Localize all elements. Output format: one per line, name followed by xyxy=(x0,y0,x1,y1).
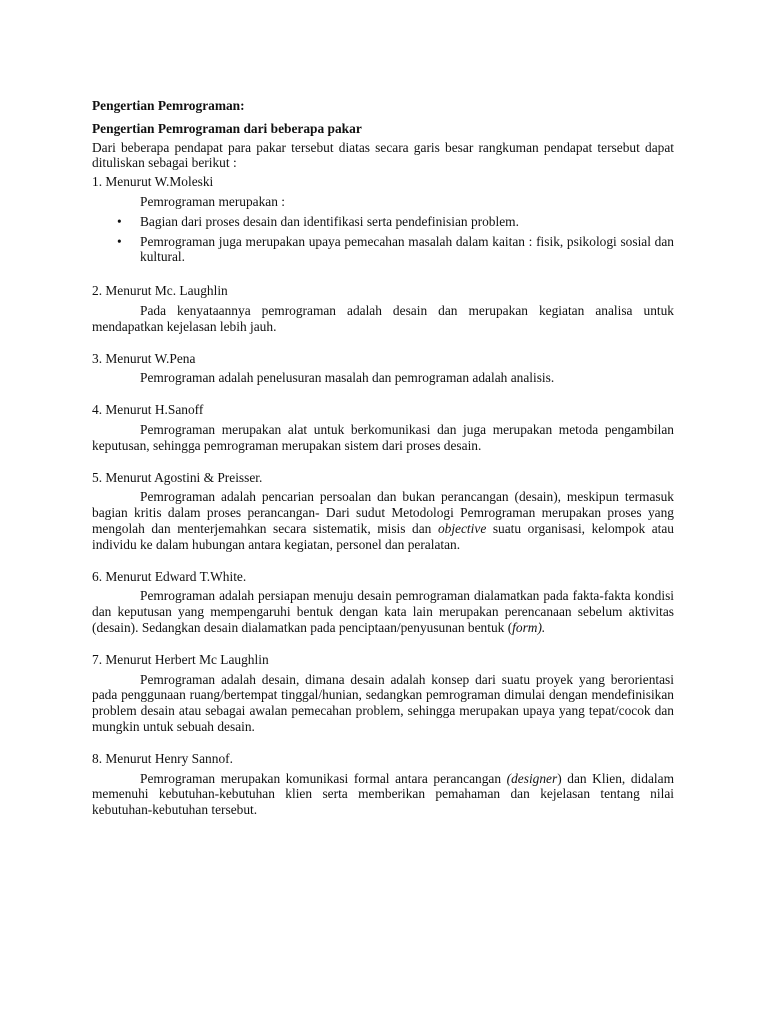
section-7-body: Pemrograman adalah desain, dimana desain adalah konsep dari suatu proyek yang berorientasi pada penggunaan ruang/bertempat tinggal/hunian, sedangkan pemrograman dimulai dengan mendefinisikan problem desain atau sebagai awalan pemecahan problem, sehingga merupakan upaya yang tepat/cocok dan mungkin untuk sebuah desain. xyxy=(92,671,674,734)
section-5-body xyxy=(92,489,674,552)
section-8-body-text: Pemrograman merupakan komunikasi formal antara perancangan xyxy=(140,770,507,786)
section-4-heading: 4. Menurut H.Sanoff xyxy=(92,402,204,418)
list-item-text: Pemrograman juga merupakan upaya pemecahan masalah dalam kaitan : fisik, psikologi sosial dan kultural. xyxy=(140,233,674,265)
section-4-body: Pemrograman merupakan alat untuk berkomunikasi dan juga merupakan metoda pengambilan keputusan, sehingga pemrograman merupakan sistem dari proses desain. xyxy=(92,421,674,453)
section-6-body-text: Pemrograman adalah persiapan menuju desain pemrograman dialamatkan pada fakta-fakta kondisi dan keputusan yang mempengaruhi bentuk dengan kata lain merupakan perencanaan sebelum aktivitas (desain). Sedangkan desain dialamatkan pada penciptaan/penyusunan bentuk ( xyxy=(92,588,674,635)
bullet-icon: • xyxy=(117,233,122,249)
section-1-heading: 1. Menurut W.Moleski xyxy=(92,174,214,190)
section-5-body-text-end: suatu organisasi, kelompok atau individu ke dalam hubungan antara kegiatan, personel dan peralatan. xyxy=(92,520,674,552)
section-3-heading: 3. Menurut W.Pena xyxy=(92,350,196,366)
section-8-body xyxy=(92,771,674,818)
section-6-body xyxy=(92,588,674,635)
list-item xyxy=(92,214,674,230)
section-3-body: Pemrograman adalah penelusuran masalah dan pemrograman adalah analisis. xyxy=(140,370,555,386)
section-8-body-emphasis: (designer xyxy=(506,770,558,786)
section-5-body-emphasis: objective xyxy=(437,520,487,536)
page-subtitle: Pengertian Pemrograman dari beberapa pakar xyxy=(92,120,362,136)
bullet-icon: • xyxy=(117,213,122,229)
section-5-heading: 5. Menurut Agostini & Preisser. xyxy=(92,469,263,485)
document-body xyxy=(92,98,674,818)
section-2-heading: 2. Menurut Mc. Laughlin xyxy=(92,283,228,299)
section-8-body-text-end: ) dan Klien, didalam memenuhi kebutuhan-kebutuhan klien serta memberikan pemahaman dan kejelasan tentang nilai kebutuhan-kebutuhan tersebut. xyxy=(92,770,674,818)
section-1-lead: Pemrograman merupakan : xyxy=(140,193,286,209)
section-6-body-emphasis: form). xyxy=(512,619,546,635)
section-8-heading: 8. Menurut Henry Sannof. xyxy=(92,750,233,766)
list-item-text: Bagian dari proses desain dan identifikasi serta pendefinisian problem. xyxy=(140,213,519,229)
section-1-bullet-list xyxy=(92,214,674,265)
intro-paragraph: Dari beberapa pendapat para pakar tersebut diatas secara garis besar rangkuman pendapat tersebut dapat dituliskan sebagai berikut : xyxy=(92,139,674,171)
list-item xyxy=(92,234,674,266)
section-7-heading: 7. Menurut Herbert Mc Laughlin xyxy=(92,651,269,667)
section-6-heading: 6. Menurut Edward T.White. xyxy=(92,568,247,584)
section-2-body: Pada kenyataannya pemrograman adalah desain dan merupakan kegiatan analisa untuk mendapatkan kejelasan lebih jauh. xyxy=(92,302,674,334)
section-5-body-text: Pemrograman adalah pencarian persoalan dan bukan perancangan (desain), meskipun termasuk bagian kritis dalam proses perancangan- Dari sudut Metodologi Pemrograman merupakan proses yang mengolah dan menterjemahkan secara sistematik, misis dan xyxy=(92,489,674,536)
page-title: Pengertian Pemrograman: xyxy=(92,98,245,113)
